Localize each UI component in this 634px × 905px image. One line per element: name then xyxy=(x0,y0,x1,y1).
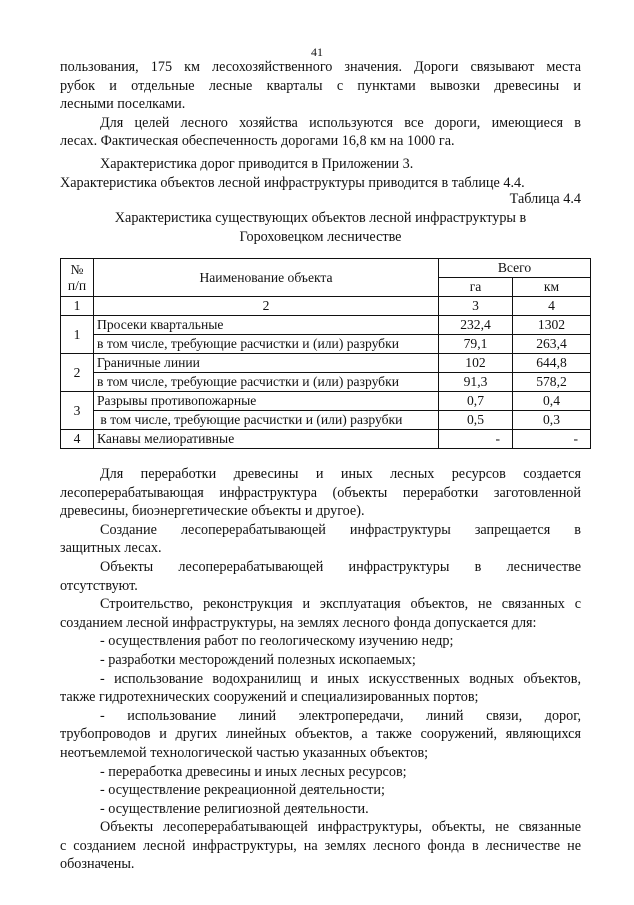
paragraph-line: лесах. Фактическая обеспеченность дорогами 16,8 км на 1000 га. xyxy=(60,133,455,150)
paragraph-line: с созданием лесной инфраструктуры, на землях лесного фонда в лесничестве не xyxy=(60,837,581,854)
table-row xyxy=(61,373,591,392)
paragraph-line: Строительство, реконструкция и эксплуатация объектов, не связанных с xyxy=(100,596,581,613)
table-row xyxy=(61,354,591,373)
row-number: 4 xyxy=(61,430,94,449)
table-row xyxy=(61,316,591,335)
table-row xyxy=(61,411,591,430)
list-item-line: - использование линий электропередачи, линий связи, дорог, xyxy=(100,707,581,724)
paragraph-line: лесоперерабатывающая инфраструктура (объекты переработки заготовленной xyxy=(60,484,581,501)
list-item: - осуществления работ по геологическому изучению недр; xyxy=(100,633,454,650)
paragraph-line: Объекты лесоперерабатывающей инфраструктуры в лесничестве xyxy=(100,558,581,575)
row-ha: - xyxy=(439,430,513,449)
header-total: Всего xyxy=(439,259,591,278)
row-name: Канавы мелиоративные xyxy=(94,430,439,449)
header-name: Наименование объекта xyxy=(94,259,439,297)
row-number: 3 xyxy=(61,392,94,430)
paragraph-line: древесины, биоэнергетические объекты и другое). xyxy=(60,503,365,520)
row-km: 0,4 xyxy=(513,392,591,411)
paragraph-line: обозначены. xyxy=(60,856,135,873)
list-item: - осуществление рекреационной деятельности; xyxy=(100,782,385,799)
table-title xyxy=(60,209,581,246)
row-name: Граничные линии xyxy=(94,354,439,373)
table-title-line: Гороховецком лесничестве xyxy=(239,228,402,245)
row-ha: 0,5 xyxy=(439,411,513,430)
header-num: № п/п xyxy=(61,259,94,297)
list-item-line: также гидротехнических сооружений и специализированных портов; xyxy=(60,689,479,706)
row-km: 644,8 xyxy=(513,354,591,373)
row-number: 1 xyxy=(61,316,94,354)
table-title-line: Характеристика существующих объектов лесной инфраструктуры в xyxy=(114,210,527,226)
column-number: 2 xyxy=(94,297,439,316)
paragraph-line: отсутствуют. xyxy=(60,577,138,594)
row-km: 1302 xyxy=(513,316,591,335)
paragraph-line: рубок и отдельные лесные кварталы с пунктами вывозки древесины и xyxy=(60,77,581,94)
infrastructure-table xyxy=(60,258,591,449)
list-item-line: - использование водохранилищ и иных искусственных водных объектов, xyxy=(100,670,581,687)
row-name: в том числе, требующие расчистки и (или) разрубки xyxy=(94,373,439,392)
column-number: 4 xyxy=(513,297,591,316)
row-km: 263,4 xyxy=(513,335,591,354)
row-name: в том числе, требующие расчистки и (или) разрубки xyxy=(94,335,439,354)
row-number: 2 xyxy=(61,354,94,392)
list-item-line: трубопроводов и других линейных объектов, а также сооружений, являющихся xyxy=(60,726,581,743)
paragraph-line: Для целей лесного хозяйства используются все дороги, имеющиеся в xyxy=(100,114,581,131)
body-section xyxy=(60,465,581,874)
row-ha: 232,4 xyxy=(439,316,513,335)
row-name: в том числе, требующие расчистки и (или) разрубки xyxy=(94,411,439,430)
row-ha: 102 xyxy=(439,354,513,373)
paragraph-line: лесными поселками. xyxy=(60,96,186,113)
table-row xyxy=(61,430,591,449)
page-number: 41 xyxy=(311,45,323,59)
paragraph-line: пользования, 175 км лесохозяйственного значения. Дороги связывают места xyxy=(60,59,581,75)
table-column-numbers-row xyxy=(61,297,591,316)
paragraph-line: Для переработки древесины и иных лесных ресурсов создается xyxy=(100,466,581,482)
row-name: Разрывы противопожарные xyxy=(94,392,439,411)
paragraph: Характеристика объектов лесной инфраструктуры приводится в таблице 4.4. xyxy=(60,174,525,191)
row-ha: 0,7 xyxy=(439,392,513,411)
list-item: - осуществление религиозной деятельности. xyxy=(100,800,369,817)
column-number: 3 xyxy=(439,297,513,316)
row-km: 0,3 xyxy=(513,411,591,430)
paragraph: Характеристика дорог приводится в Приложении 3. xyxy=(100,155,414,172)
table-header-row xyxy=(61,259,591,278)
row-ha: 79,1 xyxy=(439,335,513,354)
table-row xyxy=(61,335,591,354)
row-ha: 91,3 xyxy=(439,373,513,392)
list-item-line: неотъемлемой технологической частью указанных объектов; xyxy=(60,744,429,761)
table-row xyxy=(61,392,591,411)
row-km: - xyxy=(513,430,591,449)
column-number: 1 xyxy=(61,297,94,316)
row-km: 578,2 xyxy=(513,373,591,392)
paragraph-line: Объекты лесоперерабатывающей инфраструктуры, объекты, не связанные xyxy=(100,819,581,836)
header-km: км xyxy=(513,278,591,297)
paragraph-line: Создание лесоперерабатывающей инфраструктуры запрещается в xyxy=(100,521,581,538)
table-caption: Таблица 4.4 xyxy=(509,191,581,207)
list-item: - переработка древесины и иных лесных ресурсов; xyxy=(100,763,407,780)
intro-section xyxy=(60,58,581,192)
header-ha: га xyxy=(439,278,513,297)
list-item: - разработки месторождений полезных ископаемых; xyxy=(100,651,416,668)
paragraph-line: созданием лесной инфраструктуры, на землях лесного фонда допускается для: xyxy=(60,614,537,631)
paragraph-line: защитных лесах. xyxy=(60,540,162,557)
row-name: Просеки квартальные xyxy=(94,316,439,335)
